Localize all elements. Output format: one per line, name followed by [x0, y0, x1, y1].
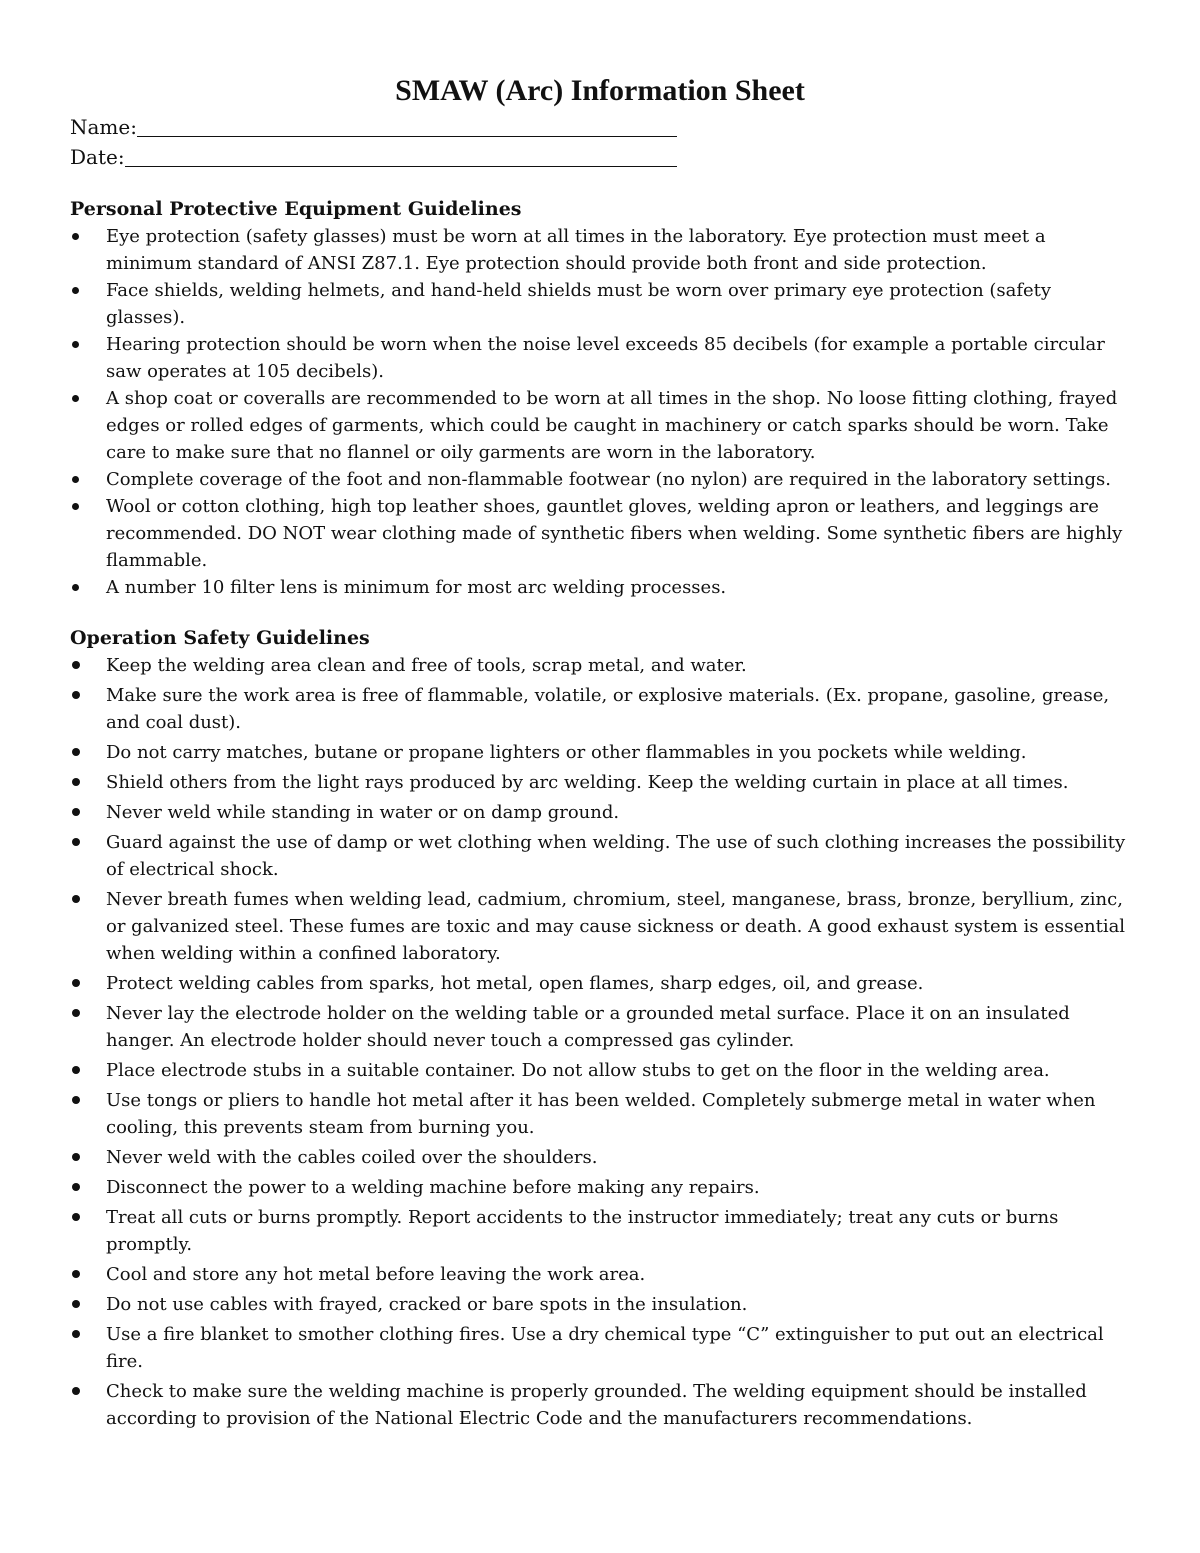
list-item-text: Disconnect the power to a welding machine before making any repairs. — [106, 1177, 760, 1198]
list-item-text: Shield others from the light rays produced by arc welding. Keep the welding curtain in place at all times. — [106, 772, 1069, 793]
bullet-icon — [72, 691, 80, 699]
list-item-text: Cool and store any hot metal before leaving the work area. — [106, 1264, 646, 1285]
list-item-text: Wool or cotton clothing, high top leather shoes, gauntlet gloves, welding apron or leathers, and leggings are recommended. DO NOT wear clothing made of synthetic fibers when welding. Some synthetic fibers are highly flammable. — [106, 496, 1123, 571]
list-item — [70, 970, 1130, 997]
list-item-text: Never lay the electrode holder on the welding table or a grounded metal surface. Place it on an insulated hanger. An electrode holder should never touch a compressed gas cylinder. — [106, 1003, 1070, 1051]
bullet-icon — [72, 233, 79, 240]
list-item — [70, 739, 1130, 766]
bullet-icon — [72, 1153, 80, 1161]
list-item-text: Face shields, welding helmets, and hand-held shields must be worn over primary eye protection (safety glasses). — [106, 280, 1052, 328]
date-label: Date: — [70, 145, 125, 169]
list-item-text: Make sure the work area is free of flammable, volatile, or explosive materials. (Ex. propane, gasoline, grease, and coal dust). — [106, 685, 1110, 733]
bullet-icon — [72, 661, 80, 669]
list-item-text: A shop coat or coveralls are recommended to be worn at all times in the shop. No loose fitting clothing, frayed edges or rolled edges of garments, which could be caught in machinery or catch sparks should be worn. Take care to make sure that no flannel or oily garments are worn in the laboratory. — [106, 388, 1118, 463]
bullet-icon — [72, 748, 80, 756]
bullet-icon — [72, 1096, 80, 1104]
list-item-text: Place electrode stubs in a suitable container. Do not allow stubs to get on the floor in the welding area. — [106, 1060, 1050, 1081]
list-item — [70, 652, 1130, 679]
list-item-text: Guard against the use of damp or wet clothing when welding. The use of such clothing increases the possibility of electrical shock. — [106, 832, 1126, 880]
date-field-row — [70, 142, 1130, 172]
list-item — [70, 886, 1130, 967]
bullet-icon — [72, 395, 79, 402]
bullet-icon — [72, 979, 80, 987]
list-item-text: Do not carry matches, butane or propane lighters or other flammables in you pockets while welding. — [106, 742, 1027, 763]
bullet-icon — [72, 1330, 80, 1338]
list-item — [70, 682, 1130, 736]
list-item — [70, 1378, 1130, 1432]
list-item — [70, 493, 1130, 574]
list-item-text: Check to make sure the welding machine is properly grounded. The welding equipment should be installed according to provision of the National Electric Code and the manufacturers recommendations. — [106, 1381, 1087, 1429]
list-item — [70, 331, 1130, 385]
list-item-text: A number 10 filter lens is minimum for most arc welding processes. — [106, 577, 727, 598]
bullet-icon — [72, 287, 79, 294]
list-item — [70, 1204, 1130, 1258]
list-item-text: Do not use cables with frayed, cracked or bare spots in the insulation. — [106, 1294, 748, 1315]
name-label: Name: — [70, 115, 137, 139]
bullet-icon — [72, 1066, 80, 1074]
list-item — [70, 1291, 1130, 1318]
page-title: SMAW (Arc) Information Sheet — [395, 74, 805, 107]
bullet-icon — [72, 503, 79, 510]
bullet-icon — [72, 1300, 80, 1308]
list-item-text: Use tongs or pliers to handle hot metal after it has been welded. Completely submerge metal in water when cooling, this prevents steam from burning you. — [106, 1090, 1096, 1138]
list-item — [70, 1000, 1130, 1054]
name-blank-line — [137, 114, 677, 137]
list-item-text: Protect welding cables from sparks, hot metal, open flames, sharp edges, oil, and grease. — [106, 973, 924, 994]
list-item — [70, 466, 1130, 493]
list-item-text: Treat all cuts or burns promptly. Report accidents to the instructor immediately; treat any cuts or burns promptly. — [106, 1207, 1059, 1255]
date-blank-line — [125, 144, 677, 167]
list-item — [70, 1144, 1130, 1171]
list-item — [70, 1087, 1130, 1141]
bullet-icon — [72, 838, 80, 846]
bullet-icon — [72, 584, 79, 591]
list-item-text: Never breath fumes when welding lead, cadmium, chromium, steel, manganese, brass, bronze, beryllium, zinc, or galvanized steel. These fumes are toxic and may cause sickness or death. A good exhaust system is essential when welding within a confined laboratory. — [106, 889, 1126, 964]
list-item-text: Use a fire blanket to smother clothing fires. Use a dry chemical type “C” extinguisher to put out an electrical fire. — [106, 1324, 1104, 1372]
list-item — [70, 1057, 1130, 1084]
list-item-text: Hearing protection should be worn when the noise level exceeds 85 decibels (for example a portable circular saw operates at 105 decibels). — [106, 334, 1105, 382]
bullet-icon — [72, 895, 80, 903]
list-item — [70, 1261, 1130, 1288]
list-item-text: Keep the welding area clean and free of tools, scrap metal, and water. — [106, 655, 747, 676]
list-item — [70, 1174, 1130, 1201]
list-item — [70, 829, 1130, 883]
operation-guidelines-list — [70, 652, 1130, 1432]
list-item-text: Never weld while standing in water or on damp ground. — [106, 802, 620, 823]
bullet-icon — [72, 1270, 80, 1278]
name-field-row — [70, 112, 1130, 142]
bullet-icon — [72, 1213, 80, 1221]
list-item — [70, 769, 1130, 796]
bullet-icon — [72, 1387, 80, 1395]
document-page — [70, 72, 1130, 1435]
list-item — [70, 223, 1130, 277]
bullet-icon — [72, 778, 80, 786]
list-item — [70, 385, 1130, 466]
bullet-icon — [72, 1009, 80, 1017]
operation-section-heading: Operation Safety Guidelines — [70, 627, 370, 649]
bullet-icon — [72, 341, 79, 348]
list-item-text: Eye protection (safety glasses) must be worn at all times in the laboratory. Eye protection must meet a minimum standard of ANSI Z87.1. Eye protection should provide both front and side protection. — [106, 226, 1046, 274]
list-item — [70, 574, 1130, 601]
ppe-section-heading: Personal Protective Equipment Guidelines — [70, 198, 522, 220]
ppe-guidelines-list — [70, 223, 1130, 601]
bullet-icon — [72, 476, 79, 483]
bullet-icon — [72, 1183, 80, 1191]
list-item — [70, 799, 1130, 826]
list-item — [70, 1321, 1130, 1375]
list-item-text: Complete coverage of the foot and non-flammable footwear (no nylon) are required in the laboratory settings. — [106, 469, 1111, 490]
bullet-icon — [72, 808, 80, 816]
list-item-text: Never weld with the cables coiled over the shoulders. — [106, 1147, 598, 1168]
list-item — [70, 277, 1130, 331]
